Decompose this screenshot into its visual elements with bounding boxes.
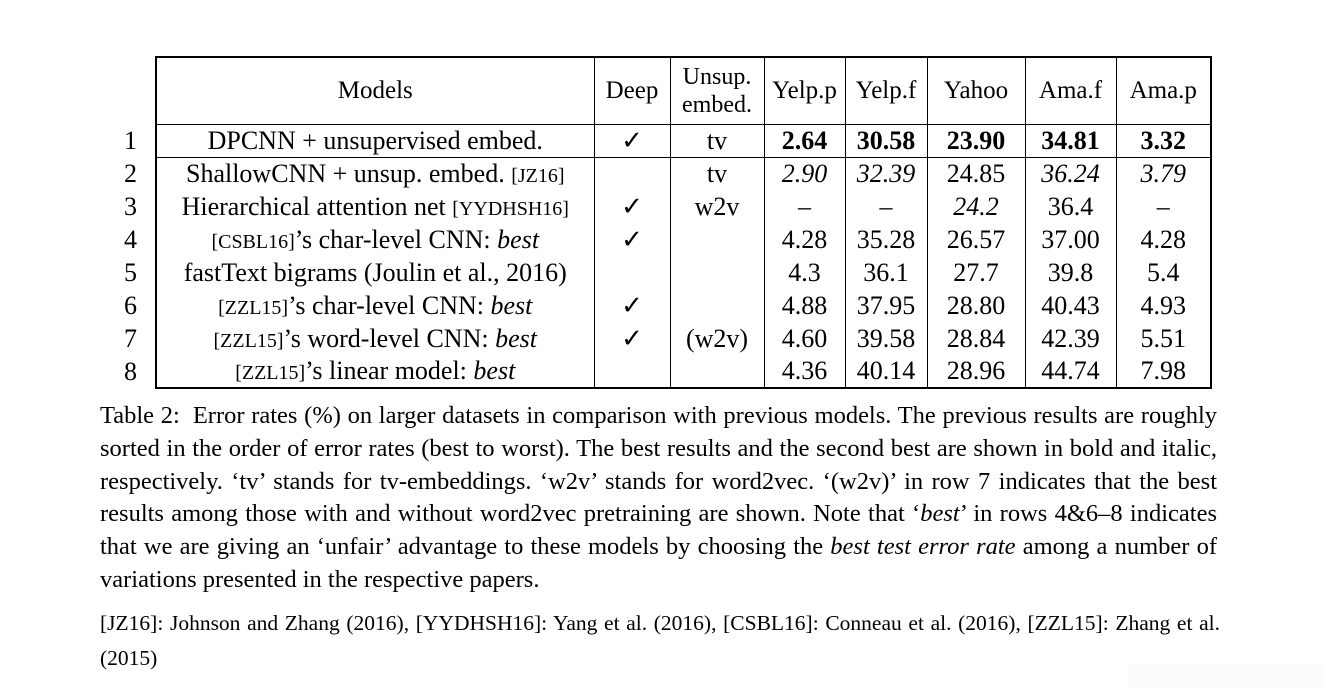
embed-cell (670, 355, 764, 388)
value-cell: 32.39 (845, 157, 927, 190)
header-models: Models (156, 57, 594, 124)
value-cell: 40.43 (1025, 289, 1116, 322)
value-cell: 36.4 (1025, 190, 1116, 223)
value-cell: 3.79 (1116, 157, 1211, 190)
model-cell: [CSBL16]’s char-level CNN: best (156, 223, 594, 256)
value-cell: 5.51 (1116, 322, 1211, 355)
value-cell: – (1116, 190, 1211, 223)
table-row (156, 256, 1211, 289)
value-cell: 28.80 (927, 289, 1025, 322)
embed-cell: (w2v) (670, 322, 764, 355)
deep-check-cell: ✓ (594, 223, 670, 256)
embed-cell (670, 256, 764, 289)
value-cell: 39.8 (1025, 256, 1116, 289)
value-cell: 44.74 (1025, 355, 1116, 388)
header-yelp-f: Yelp.f (845, 57, 927, 124)
value-cell: – (845, 190, 927, 223)
value-cell: 28.84 (927, 322, 1025, 355)
value-cell: 24.2 (927, 190, 1025, 223)
deep-check-cell: ✓ (594, 322, 670, 355)
row-number: 7 (124, 324, 137, 353)
value-cell: 34.81 (1025, 124, 1116, 157)
table-row (156, 355, 1211, 388)
value-cell: 27.7 (927, 256, 1025, 289)
row-number: 4 (124, 225, 137, 254)
deep-check-cell: ✓ (594, 289, 670, 322)
value-cell: 35.28 (845, 223, 927, 256)
header-unsup-embed (670, 57, 764, 124)
value-cell: 4.60 (764, 322, 845, 355)
header-unsup-line2: embed. (682, 91, 752, 118)
value-cell: 5.4 (1116, 256, 1211, 289)
row-number: 2 (124, 159, 137, 188)
value-cell: 4.3 (764, 256, 845, 289)
table-row (156, 289, 1211, 322)
row-number: 1 (124, 126, 137, 155)
model-cell: [ZZL15]’s word-level CNN: best (156, 322, 594, 355)
header-unsup-line1: Unsup. (682, 63, 752, 90)
model-cell: [ZZL15]’s linear model: best (156, 355, 594, 388)
header-deep: Deep (594, 57, 670, 124)
value-cell: 24.85 (927, 157, 1025, 190)
model-cell: fastText bigrams (Joulin et al., 2016) (156, 256, 594, 289)
model-cell: ShallowCNN + unsup. embed. [JZ16] (156, 157, 594, 190)
model-cell: [ZZL15]’s char-level CNN: best (156, 289, 594, 322)
value-cell: 37.95 (845, 289, 927, 322)
value-cell: 4.28 (1116, 223, 1211, 256)
value-cell: 36.1 (845, 256, 927, 289)
table-row (156, 190, 1211, 223)
embed-cell (670, 223, 764, 256)
value-cell: 40.14 (845, 355, 927, 388)
value-cell: 4.88 (764, 289, 845, 322)
value-cell: 2.64 (764, 124, 845, 157)
value-cell: 4.36 (764, 355, 845, 388)
value-cell: 28.96 (927, 355, 1025, 388)
embed-cell (670, 289, 764, 322)
row-number: 5 (124, 258, 137, 287)
row-number: 6 (124, 291, 137, 320)
value-cell: 23.90 (927, 124, 1025, 157)
table-row-number-gutter (95, 124, 137, 388)
value-cell: 3.32 (1116, 124, 1211, 157)
header-yelp-p: Yelp.p (764, 57, 845, 124)
artifact-rectangle (1127, 663, 1324, 689)
header-ama-f: Ama.f (1025, 57, 1116, 124)
deep-check-cell: ✓ (594, 190, 670, 223)
table-row (156, 223, 1211, 256)
header-row (156, 57, 1211, 124)
table-row (156, 322, 1211, 355)
value-cell: 42.39 (1025, 322, 1116, 355)
header-yahoo: Yahoo (927, 57, 1025, 124)
embed-cell: w2v (670, 190, 764, 223)
value-cell: – (764, 190, 845, 223)
value-cell: 30.58 (845, 124, 927, 157)
value-cell: 4.28 (764, 223, 845, 256)
model-cell: Hierarchical attention net [YYDHSH16] (156, 190, 594, 223)
embed-cell: tv (670, 124, 764, 157)
value-cell: 37.00 (1025, 223, 1116, 256)
deep-check-cell (594, 157, 670, 190)
value-cell: 39.58 (845, 322, 927, 355)
value-cell: 7.98 (1116, 355, 1211, 388)
results-table (155, 56, 1212, 389)
value-cell: 36.24 (1025, 157, 1116, 190)
deep-check-cell (594, 256, 670, 289)
deep-check-cell: ✓ (594, 124, 670, 157)
value-cell: 4.93 (1116, 289, 1211, 322)
table-caption: Table 2: Error rates (%) on larger datasets in comparison with previous models. The previous results are roughly sorted in the order of error rates (best to worst). The best results and the second best are shown in bold and italic, respectively. ‘tv’ stands for tv-embeddings. ‘w2v’ stands for word2vec. ‘(w2v)’ in row 7 indicates that the best results among those with and without word2vec pretraining are shown. Note that ‘best’ in rows 4&6–8 indicates that we are giving an ‘unfair’ advantage to these models by choosing the best test error rate among a number of variations presented in the respective papers. (100, 402, 1218, 593)
value-cell: 26.57 (927, 223, 1025, 256)
header-ama-p: Ama.p (1116, 57, 1211, 124)
references-note: [JZ16]: Johnson and Zhang (2016), [YYDHSH16]: Yang et al. (2016), [CSBL16]: Conneau et al. (2016), [ZZL15]: Zhang et al. (2015) (100, 611, 1220, 670)
value-cell: 2.90 (764, 157, 845, 190)
embed-cell: tv (670, 157, 764, 190)
model-cell: DPCNN + unsupervised embed. (156, 124, 594, 157)
table-row (156, 157, 1211, 190)
table-row (156, 124, 1211, 157)
deep-check-cell (594, 355, 670, 388)
row-number: 3 (124, 192, 137, 221)
row-number: 8 (124, 357, 137, 386)
